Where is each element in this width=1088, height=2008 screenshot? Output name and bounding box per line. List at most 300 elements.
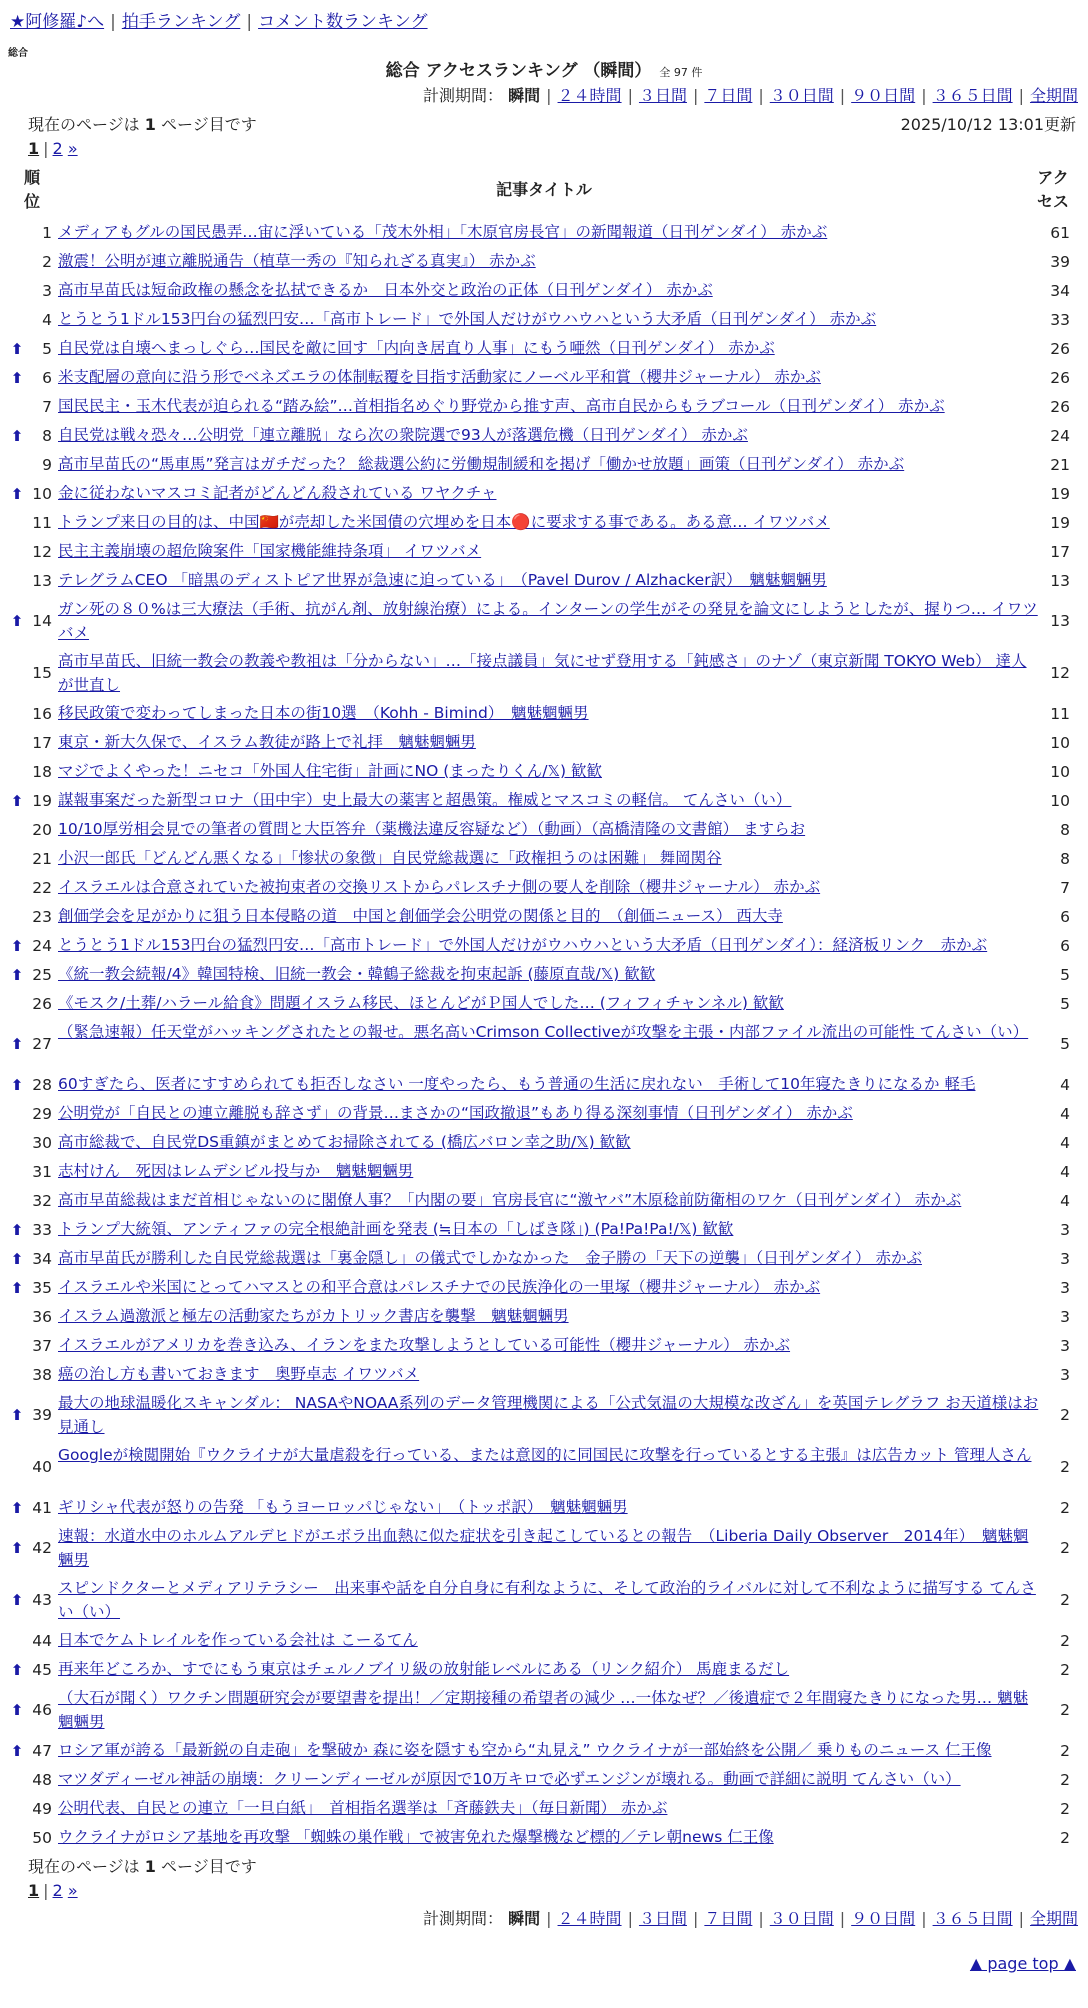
table-row bbox=[0, 1128, 1088, 1157]
access-count: 2 bbox=[1060, 1770, 1070, 1789]
separator: | bbox=[1018, 86, 1024, 105]
access-count: 3 bbox=[1060, 1336, 1070, 1355]
table-row bbox=[0, 537, 1088, 566]
article-title-cell bbox=[58, 597, 1040, 645]
access-count: 26 bbox=[1050, 368, 1070, 387]
article-title-cell bbox=[58, 1275, 1040, 1299]
article-link[interactable]: 高市早苗氏の“馬車馬”発言はガチだった？ 総裁選公約に労働規制緩和を掲げ「働かせ放題」画策（日刊ゲンダイ） 赤かぶ bbox=[58, 455, 905, 473]
page-info-suffix: ページ目です bbox=[161, 115, 257, 134]
rank-number: 17 bbox=[32, 733, 52, 752]
article-link[interactable]: メディアもグルの国民愚弄…宙に浮いている「茂木外相」「木原官房長官」の新聞報道（日刊ゲンダイ） 赤かぶ bbox=[58, 223, 828, 241]
article-title-cell bbox=[58, 1767, 1040, 1791]
period-3d-link[interactable]: ３日間 bbox=[638, 1909, 687, 1928]
table-row bbox=[0, 479, 1088, 508]
table-row bbox=[0, 1360, 1088, 1389]
rank-number: 13 bbox=[32, 571, 52, 590]
article-link[interactable]: 高市早苗氏は短命政権の懸念を払拭できるか 日本外交と政治の正体（日刊ゲンダイ） 赤かぶ bbox=[58, 281, 713, 299]
access-count: 5 bbox=[1060, 965, 1070, 984]
separator: | bbox=[758, 1909, 764, 1928]
pager-current-page: 1 bbox=[28, 1881, 40, 1900]
rank-up-arrow-icon: ⬆ bbox=[10, 612, 24, 630]
article-title-cell bbox=[58, 1130, 1040, 1154]
table-row bbox=[0, 1684, 1088, 1736]
rank-number: 35 bbox=[32, 1278, 52, 1297]
access-count: 2 bbox=[1060, 1406, 1070, 1424]
article-title-cell bbox=[58, 481, 1040, 505]
article-title-cell bbox=[58, 539, 1040, 563]
rank-number: 33 bbox=[32, 1220, 52, 1239]
table-row bbox=[0, 960, 1088, 989]
rank-number: 15 bbox=[32, 664, 52, 682]
period-365d-link[interactable]: ３６５日間 bbox=[932, 1909, 1013, 1928]
rank-number: 36 bbox=[32, 1307, 52, 1326]
rank-number: 21 bbox=[32, 849, 52, 868]
access-count: 2 bbox=[1060, 1701, 1070, 1719]
access-header-2: セス bbox=[1036, 192, 1069, 211]
table-row bbox=[0, 334, 1088, 363]
ranking-table bbox=[0, 218, 1088, 1852]
access-count: 2 bbox=[1060, 1799, 1070, 1818]
access-count: 39 bbox=[1050, 252, 1070, 271]
period-90d-link[interactable]: ９０日間 bbox=[851, 1909, 916, 1928]
article-link[interactable]: 高市早苗総裁はまだ首相じゃないのに閣僚人事？「内閣の要」官房長官に“激ヤバ”木原稔前防衛相のワケ（日刊ゲンダイ） 赤かぶ bbox=[58, 1191, 962, 1209]
rank-number: 5 bbox=[42, 339, 52, 358]
article-link[interactable]: 公明党が「自民との連立離脱も辞さず」の背景…まさかの“国政撤退”もあり得る深刻事情（日刊ゲンダイ） 赤かぶ bbox=[58, 1104, 853, 1122]
rank-up-arrow-icon: ⬆ bbox=[10, 1220, 24, 1239]
table-row bbox=[0, 1302, 1088, 1331]
article-link[interactable]: 東京・新大久保で、イスラム教徒が路上で礼拝 魑魅魍魎男 bbox=[58, 733, 476, 751]
rank-up-arrow-icon: ⬆ bbox=[10, 1660, 24, 1679]
table-row bbox=[0, 1389, 1088, 1441]
access-count: 4 bbox=[1060, 1191, 1070, 1210]
article-link[interactable]: ウクライナがロシア基地を再攻撃 「蜘蛛の巣作戦」で被害免れた爆撃機など標的／テレ朝news 仁王像 bbox=[58, 1828, 774, 1846]
separator: | bbox=[627, 86, 633, 105]
article-title-cell bbox=[58, 510, 1040, 534]
access-count: 24 bbox=[1050, 426, 1070, 445]
article-link[interactable]: 癌の治し方も書いておきます 奥野卓志 イワツバメ bbox=[58, 1365, 420, 1383]
separator: | bbox=[758, 86, 764, 105]
article-title-cell bbox=[58, 1628, 1040, 1652]
rank-number: 46 bbox=[32, 1701, 52, 1719]
separator: | bbox=[110, 12, 116, 32]
article-title-cell bbox=[58, 1159, 1040, 1183]
page-info-prefix: 現在のページは bbox=[28, 115, 140, 134]
article-title-cell bbox=[58, 730, 1040, 754]
article-title-cell bbox=[58, 1576, 1040, 1624]
title-header: 記事タイトル bbox=[496, 180, 592, 199]
article-link[interactable]: 米支配層の意向に沿う形でベネズエラの体制転覆を目指す活動家にノーベル平和賞（櫻井ジャーナル） 赤かぶ bbox=[58, 368, 821, 386]
article-link[interactable]: 自民党は戦々恐々…公明党「連立離脱」なら次の衆院選で93人が落選危機（日刊ゲンダイ） 赤かぶ bbox=[58, 426, 748, 444]
table-row bbox=[0, 1522, 1088, 1574]
access-count: 8 bbox=[1060, 820, 1070, 839]
pager-current-page: 1 bbox=[28, 139, 40, 158]
article-link[interactable]: イスラエルがアメリカを巻き込み、イランをまた攻撃しようとしている可能性（櫻井ジャーナル） 赤かぶ bbox=[58, 1336, 791, 1354]
article-link[interactable]: マツダディーゼル神話の崩壊：クリーンディーゼルが原因で10万キロで必ずエンジンが壊れる。動画で詳細に説明 てんさい（い） bbox=[58, 1770, 961, 1788]
article-link[interactable]: 自民党は自壊へまっしぐら…国民を敵に回す「内向き居直り人事」にもう唖然（日刊ゲンダイ） 赤かぶ bbox=[58, 339, 775, 357]
rank-number: 50 bbox=[32, 1828, 52, 1847]
table-row bbox=[0, 1157, 1088, 1186]
article-title-cell bbox=[58, 1304, 1040, 1328]
period-current: 瞬間 bbox=[508, 86, 541, 105]
rank-number: 19 bbox=[32, 791, 52, 810]
article-title-cell bbox=[58, 1362, 1040, 1386]
table-row bbox=[0, 1215, 1088, 1244]
table-row bbox=[0, 815, 1088, 844]
page-info-prefix: 現在のページは bbox=[28, 1857, 140, 1876]
rank-number: 29 bbox=[32, 1104, 52, 1123]
pager-next-link[interactable]: » bbox=[67, 139, 78, 158]
pager-page-2-link[interactable]: 2 bbox=[52, 139, 63, 158]
table-row bbox=[0, 1626, 1088, 1655]
article-link[interactable]: 《モスク/土葬/ハラール給食》問題イスラム移民、ほとんどがＰ国人でした… (フィフィチャンネル) 歓歓 bbox=[58, 994, 784, 1012]
access-count: 10 bbox=[1050, 762, 1070, 781]
rank-number: 3 bbox=[42, 281, 52, 300]
article-title-cell bbox=[58, 991, 1040, 1015]
rank-number: 26 bbox=[32, 994, 52, 1013]
article-title-cell bbox=[58, 452, 1040, 476]
article-title-cell bbox=[58, 1443, 1040, 1467]
period-selector-top bbox=[423, 85, 1078, 107]
rank-up-arrow-icon: ⬆ bbox=[10, 1406, 24, 1424]
table-row bbox=[0, 218, 1088, 247]
table-row bbox=[0, 1765, 1088, 1794]
rank-number: 9 bbox=[42, 455, 52, 474]
article-link[interactable]: 高市総裁で、自民党DS重鎮がまとめてお掃除されてる (橋広バロン幸之助/𝕏) 歓歓 bbox=[58, 1133, 631, 1151]
access-count: 3 bbox=[1060, 1278, 1070, 1297]
period-all-link[interactable]: 全期間 bbox=[1029, 86, 1078, 105]
access-count: 2 bbox=[1060, 1660, 1070, 1679]
article-title-cell bbox=[58, 1391, 1040, 1439]
pager-top bbox=[28, 138, 78, 160]
rank-number: 12 bbox=[32, 542, 52, 561]
article-title-cell bbox=[58, 759, 1040, 783]
article-link[interactable]: 移民政策で変わってしまった日本の街10選 （Kohh - Bimind） 魑魅魍魎男 bbox=[58, 704, 589, 722]
separator: | bbox=[627, 1909, 633, 1928]
rank-up-arrow-icon: ⬆ bbox=[10, 1539, 24, 1557]
rank-number: 23 bbox=[32, 907, 52, 926]
table-row bbox=[0, 757, 1088, 786]
rank-number: 43 bbox=[32, 1591, 52, 1609]
article-title-cell bbox=[58, 875, 1040, 899]
access-count: 12 bbox=[1050, 664, 1070, 682]
table-row bbox=[0, 450, 1088, 479]
access-count: 10 bbox=[1050, 733, 1070, 752]
article-link[interactable]: イスラエルは合意されていた被拘束者の交換リストからパレスチナ側の要人を削除（櫻井ジャーナル） 赤かぶ bbox=[58, 878, 821, 896]
access-count: 4 bbox=[1060, 1075, 1070, 1094]
top-navigation bbox=[10, 10, 428, 34]
page-title-text: 総合 アクセスランキング （瞬間） bbox=[385, 61, 652, 81]
rank-number: 49 bbox=[32, 1799, 52, 1818]
pager-next-link[interactable]: » bbox=[67, 1881, 78, 1900]
pager-page-2-link[interactable]: 2 bbox=[52, 1881, 63, 1900]
article-link[interactable]: マジでよくやった！ニセコ「外国人住宅街」計画にNO (まったりくん/𝕏) 歓歓 bbox=[58, 762, 602, 780]
table-row bbox=[0, 595, 1088, 647]
article-link[interactable]: 公明代表、自民との連立「一旦白紙」 首相指名選挙は「斉藤鉄夫」（毎日新聞） 赤かぶ bbox=[58, 1799, 668, 1817]
table-row bbox=[0, 508, 1088, 537]
rank-number: 14 bbox=[32, 612, 52, 630]
separator: | bbox=[921, 86, 927, 105]
access-count: 5 bbox=[1060, 994, 1070, 1013]
period-label: 計測期間： bbox=[423, 86, 504, 105]
article-title-cell bbox=[58, 1188, 1040, 1212]
table-row bbox=[0, 363, 1088, 392]
access-count: 2 bbox=[1060, 1828, 1070, 1847]
article-title-cell bbox=[58, 1020, 1040, 1044]
article-link[interactable]: イスラム過激派と極左の活動家たちがカトリック書店を襲撃 魑魅魍魎男 bbox=[58, 1307, 569, 1325]
period-7d-link[interactable]: ７日間 bbox=[704, 1909, 753, 1928]
article-link[interactable]: トランプ来日の目的は、中国🇨🇳が売却した米国債の穴埋めを日本🔴に要求する事である。ある意… イワツバメ bbox=[58, 513, 830, 531]
access-count: 6 bbox=[1060, 936, 1070, 955]
table-row bbox=[0, 1493, 1088, 1522]
rank-number: 1 bbox=[42, 223, 52, 242]
page-info-number: 1 bbox=[144, 1857, 156, 1876]
table-row bbox=[0, 421, 1088, 450]
access-count: 61 bbox=[1050, 223, 1070, 242]
period-30d-link[interactable]: ３０日間 bbox=[769, 1909, 834, 1928]
rank-up-arrow-icon: ⬆ bbox=[10, 965, 24, 984]
access-count: 4 bbox=[1060, 1162, 1070, 1181]
article-link[interactable]: 創価学会を足がかりに狙う日本侵略の道 中国と創価学会公明党の関係と目的 （創価ニュース） 西大寺 bbox=[58, 907, 783, 925]
table-row bbox=[0, 1070, 1088, 1099]
access-count: 3 bbox=[1060, 1220, 1070, 1239]
rank-number: 7 bbox=[42, 397, 52, 416]
period-label: 計測期間： bbox=[423, 1909, 504, 1928]
article-title-cell bbox=[58, 278, 1040, 302]
access-count: 33 bbox=[1050, 310, 1070, 329]
article-title-cell bbox=[58, 1495, 1040, 1519]
article-link[interactable]: （大石が聞く）ワクチン問題研究会が要望書を提出！／定期接種の希望者の減少 …一体なぜ？／後遺症で２年間寝たきりになった男… 魑魅魍魎男 bbox=[58, 1689, 1029, 1731]
rank-number: 28 bbox=[32, 1075, 52, 1094]
separator: | bbox=[546, 86, 552, 105]
rank-number: 16 bbox=[32, 704, 52, 723]
article-link[interactable]: 高市早苗氏が勝利した自民党総裁選は「裏金隠し」の儀式でしかなかった 金子勝の「天下の逆襲」（日刊ゲンダイ） 赤かぶ bbox=[58, 1249, 922, 1267]
rank-number: 2 bbox=[42, 252, 52, 271]
rank-up-arrow-icon: ⬆ bbox=[10, 1498, 24, 1517]
pager-bottom bbox=[28, 1880, 78, 1902]
table-row bbox=[0, 276, 1088, 305]
article-link[interactable]: 日本でケムトレイルを作っている会社は こーるてん bbox=[58, 1631, 418, 1649]
rank-number: 37 bbox=[32, 1336, 52, 1355]
applause-ranking-link[interactable]: 拍手ランキング bbox=[121, 12, 241, 32]
access-count: 5 bbox=[1060, 1035, 1070, 1053]
table-row bbox=[0, 931, 1088, 960]
article-link[interactable]: トランプ大統領、アンティファの完全根絶計画を発表 (≒日本の「しばき隊」) (Pa!Pa!Pa!/𝕏) 歓歓 bbox=[58, 1220, 734, 1238]
period-7d-link[interactable]: ７日間 bbox=[704, 86, 753, 105]
separator: | bbox=[1018, 1909, 1024, 1928]
separator: | bbox=[839, 86, 846, 105]
article-link[interactable]: イスラエルや米国にとってハマスとの和平合意はパレスチナでの民族浄化の一里塚（櫻井ジャーナル） 赤かぶ bbox=[58, 1278, 821, 1296]
article-link[interactable]: ギリシャ代表が怒りの告発 「もうヨーロッパじゃない」 （トッポ訳） 魑魅魍魎男 bbox=[58, 1498, 628, 1516]
period-all-link[interactable]: 全期間 bbox=[1029, 1909, 1078, 1928]
table-header bbox=[0, 166, 1088, 214]
article-link[interactable]: 国民民主・玉木代表が迫られる“踏み絵”…首相指名めぐり野党から推す声、高市自民からもラブコール（日刊ゲンダイ） 赤かぶ bbox=[58, 397, 945, 415]
rank-up-arrow-icon: ⬆ bbox=[10, 1701, 24, 1719]
article-title-cell bbox=[58, 1686, 1040, 1734]
rank-number: 18 bbox=[32, 762, 52, 781]
access-count: 2 bbox=[1060, 1741, 1070, 1760]
access-count: 26 bbox=[1050, 339, 1070, 358]
separator: | bbox=[43, 1881, 49, 1900]
rank-up-arrow-icon: ⬆ bbox=[10, 1249, 24, 1268]
article-title-cell bbox=[58, 1825, 1040, 1849]
rank-up-arrow-icon: ⬆ bbox=[10, 791, 24, 810]
rank-number: 24 bbox=[32, 936, 52, 955]
access-count: 3 bbox=[1060, 1249, 1070, 1268]
article-link[interactable]: 金に従わないマスコミ記者がどんどん殺されている ワヤクチャ bbox=[58, 484, 497, 502]
article-link[interactable]: 小沢一郎氏「どんどん悪くなる」「惨状の象徴」自民党総裁選に「政権担うのは困難」 舞岡関谷 bbox=[58, 849, 722, 867]
period-3d-link[interactable]: ３日間 bbox=[638, 86, 687, 105]
page-info-bottom bbox=[28, 1856, 257, 1878]
rank-number: 44 bbox=[32, 1631, 52, 1650]
access-count: 3 bbox=[1060, 1307, 1070, 1326]
access-count: 21 bbox=[1050, 455, 1070, 474]
access-count: 13 bbox=[1050, 612, 1070, 630]
article-title-cell bbox=[58, 220, 1040, 244]
rank-number: 45 bbox=[32, 1660, 52, 1679]
access-count: 19 bbox=[1050, 513, 1070, 532]
separator: | bbox=[246, 12, 253, 32]
access-count: 26 bbox=[1050, 397, 1070, 416]
article-title-cell bbox=[58, 933, 1040, 957]
article-link[interactable]: 最大の地球温暖化スキャンダル： NASAやNOAA系列のデータ管理機関による「公式気温の大規模な改ざん」を英国テレグラフ お天道様はお見通し bbox=[58, 1394, 1039, 1436]
page-top-link[interactable]: ▲ page top ▲ bbox=[969, 1954, 1076, 1973]
article-title-cell bbox=[58, 249, 1040, 273]
period-30d-link[interactable]: ３０日間 bbox=[769, 86, 834, 105]
page-title bbox=[0, 60, 1088, 84]
rank-up-arrow-icon: ⬆ bbox=[10, 936, 24, 955]
rank-number: 39 bbox=[32, 1406, 52, 1424]
page-info-top bbox=[28, 114, 257, 136]
period-24h-link[interactable]: ２４時間 bbox=[557, 86, 622, 105]
article-title-cell bbox=[58, 1333, 1040, 1357]
access-count: 2 bbox=[1060, 1591, 1070, 1609]
article-link[interactable]: 謀報事案だった新型コロナ（田中宇）史上最大の薬害と超愚策。権威とマスコミの軽信。 てんさい（い） bbox=[58, 791, 792, 809]
article-link[interactable]: テレグラムCEO 「暗黒のディストピア世界が急速に迫っている」 （Pavel Durov / Alzhacker訳） 魑魅魍魎男 bbox=[58, 571, 827, 589]
separator: | bbox=[546, 1909, 552, 1928]
article-link[interactable]: ロシア軍が誇る「最新鋭の自走砲」を撃破か 森に姿を隠すも空から“丸見え” ウクライナが一部始終を公開／ 乗りものニュース 仁王像 bbox=[58, 1741, 992, 1759]
article-title-cell bbox=[58, 817, 1040, 841]
rank-up-arrow-icon: ⬆ bbox=[10, 426, 24, 445]
table-row bbox=[0, 1655, 1088, 1684]
access-count: 2 bbox=[1060, 1631, 1070, 1650]
table-row bbox=[0, 1273, 1088, 1302]
period-90d-link[interactable]: ９０日間 bbox=[851, 86, 916, 105]
table-row bbox=[0, 1244, 1088, 1273]
article-title-cell bbox=[58, 788, 1040, 812]
access-count: 7 bbox=[1060, 878, 1070, 897]
rank-number: 41 bbox=[32, 1498, 52, 1517]
rank-number: 34 bbox=[32, 1249, 52, 1268]
rank-number: 6 bbox=[42, 368, 52, 387]
article-link[interactable]: 60すぎたら、医者にすすめられても拒否しなさい 一度やったら、もう普通の生活に戻れない 手術して10年寝たきりになるか 軽毛 bbox=[58, 1075, 976, 1093]
article-title-cell bbox=[58, 1796, 1040, 1820]
article-title-cell bbox=[58, 1072, 1040, 1096]
period-24h-link[interactable]: ２４時間 bbox=[557, 1909, 622, 1928]
article-title-cell bbox=[58, 1217, 1040, 1241]
rank-number: 40 bbox=[32, 1458, 52, 1476]
access-count: 13 bbox=[1050, 571, 1070, 590]
period-selector-bottom bbox=[423, 1908, 1078, 1930]
table-row bbox=[0, 1018, 1088, 1070]
article-link[interactable]: とうとう1ドル153円台の猛烈円安…「高市トレード」で外国人だけがウハウハという大矛盾（日刊ゲンダイ）：経済板リンク 赤かぶ bbox=[58, 936, 988, 954]
rank-number: 30 bbox=[32, 1133, 52, 1152]
rank-number: 10 bbox=[32, 484, 52, 503]
rank-up-arrow-icon: ⬆ bbox=[10, 1591, 24, 1609]
table-row bbox=[0, 1099, 1088, 1128]
article-title-cell bbox=[58, 904, 1040, 928]
table-row bbox=[0, 786, 1088, 815]
article-link[interactable]: 志村けん 死因はレムデシビル投与か 魑魅魍魎男 bbox=[58, 1162, 414, 1180]
period-current: 瞬間 bbox=[508, 1909, 541, 1928]
table-row bbox=[0, 873, 1088, 902]
article-title-cell bbox=[58, 962, 1040, 986]
access-count: 17 bbox=[1050, 542, 1070, 561]
rank-up-arrow-icon: ⬆ bbox=[10, 368, 24, 387]
article-link[interactable]: 再来年どころか、すでにもう東京はチェルノブイリ級の放射能レベルにある（リンク紹介） 馬鹿まるだし bbox=[58, 1660, 790, 1678]
table-row bbox=[0, 1186, 1088, 1215]
article-link[interactable]: スピンドクターとメディアリテラシー 出来事や話を自分自身に有利なように、そして政治的ライバルに対して不利なように描写する てんさい（い） bbox=[58, 1579, 1036, 1621]
access-count: 10 bbox=[1050, 791, 1070, 810]
article-link[interactable]: Googleが検閲開始『ウクライナが大量虐殺を行っている、または意図的に同国民に攻撃を行っているとする主張』は広告カット 管理人さん bbox=[58, 1446, 1032, 1464]
table-row bbox=[0, 566, 1088, 595]
article-link[interactable]: ガン死の８０%は三大療法（手術、抗がん剤、放射線治療）による。インターンの学生がその発見を論文にしようとしたが、握りつ… イワツバメ bbox=[58, 600, 1038, 642]
period-365d-link[interactable]: ３６５日間 bbox=[932, 86, 1013, 105]
article-link[interactable]: 激震！公明が連立離脱通告（植草一秀の『知られざる真実』） 赤かぶ bbox=[58, 252, 536, 270]
page-info-suffix: ページ目です bbox=[161, 1857, 257, 1876]
table-row bbox=[0, 699, 1088, 728]
article-title-cell bbox=[58, 307, 1040, 331]
rank-up-arrow-icon: ⬆ bbox=[10, 1741, 24, 1760]
separator: | bbox=[839, 1909, 846, 1928]
article-link[interactable]: 速報：水道水中のホルムアルデヒドがエボラ出血熱に似た症状を引き起こしているとの報告 （Liberia Daily Observer 2014年） 魑魅魍魎男 bbox=[58, 1527, 1029, 1569]
access-count: 2 bbox=[1060, 1458, 1070, 1476]
separator: | bbox=[692, 86, 699, 105]
article-title-cell bbox=[58, 1524, 1040, 1572]
rank-header-2: 位 bbox=[23, 192, 40, 211]
rank-number: 22 bbox=[32, 878, 52, 897]
article-title-cell bbox=[58, 701, 1040, 725]
table-row bbox=[0, 1823, 1088, 1852]
access-count: 34 bbox=[1050, 281, 1070, 300]
rank-number: 47 bbox=[32, 1741, 52, 1760]
separator: | bbox=[921, 1909, 927, 1928]
article-title-cell bbox=[58, 336, 1040, 360]
rank-up-arrow-icon: ⬆ bbox=[10, 1278, 24, 1297]
article-link[interactable]: 《統一教会続報/4》韓国特検、旧統一教会・韓鶴子総裁を拘束起訴 (藤原直哉/𝕏) 歓歓 bbox=[58, 965, 656, 983]
separator: | bbox=[692, 1909, 699, 1928]
home-link[interactable]: ★阿修羅♪へ bbox=[10, 12, 105, 32]
article-link[interactable]: とうとう1ドル153円台の猛烈円安…「高市トレード」で外国人だけがウハウハという大矛盾（日刊ゲンダイ） 赤かぶ bbox=[58, 310, 877, 328]
article-link[interactable]: 高市早苗氏、旧統一教会の教義や教祖は「分からない」…「接点議員」気にせず登用する「鈍感さ」のナゾ（東京新聞 TOKYO Web） 達人が世直し bbox=[58, 652, 1027, 694]
table-row bbox=[0, 989, 1088, 1018]
article-link[interactable]: 民主主義崩壊の超危険案件「国家機能維持条項」 イワツバメ bbox=[58, 542, 482, 560]
rank-number: 38 bbox=[32, 1365, 52, 1384]
article-title-cell bbox=[58, 846, 1040, 870]
rank-number: 48 bbox=[32, 1770, 52, 1789]
access-count: 6 bbox=[1060, 907, 1070, 926]
total-count: 全 97 件 bbox=[659, 66, 703, 79]
table-row bbox=[0, 1331, 1088, 1360]
article-link[interactable]: 10/10厚労相会見での筆者の質問と大臣答弁（薬機法違反容疑など）（動画）（高橋清隆の文書館） ますらお bbox=[58, 820, 806, 838]
rank-up-arrow-icon: ⬆ bbox=[10, 1035, 24, 1053]
comment-ranking-link[interactable]: コメント数ランキング bbox=[258, 12, 428, 32]
rank-up-arrow-icon: ⬆ bbox=[10, 484, 24, 503]
article-link[interactable]: （緊急速報）任天堂がハッキングされたとの報せ。悪名高いCrimson Collectiveが攻撃を主張・内部ファイル流出の可能性 てんさい（い） bbox=[58, 1023, 1029, 1041]
table-row bbox=[0, 1574, 1088, 1626]
table-row bbox=[0, 392, 1088, 421]
table-row bbox=[0, 1736, 1088, 1765]
article-title-cell bbox=[58, 649, 1040, 697]
